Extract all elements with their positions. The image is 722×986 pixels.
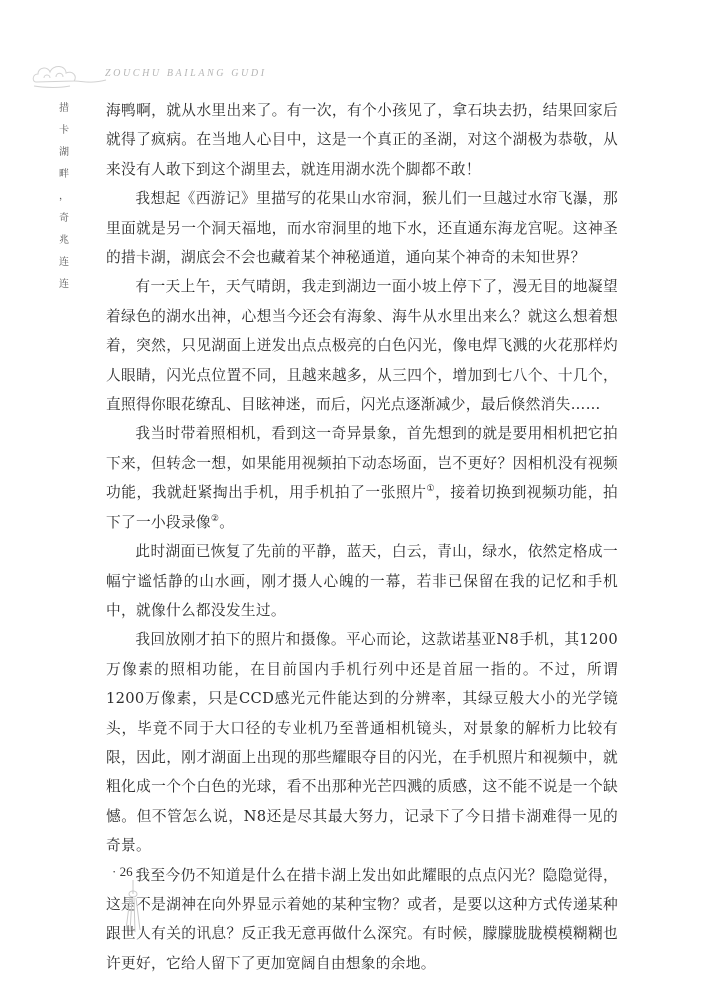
paragraph-text: 我当时带着照相机，看到这一奇异景象，首先想到的就是要用相机把它拍下来，但转念一想，如果能用视频拍下动态场面，岂不更好？因相机没有视频功能，我就赶紧掏出手机，用手机拍了一张照片 [106, 425, 618, 502]
footnote-marker[interactable]: ② [210, 513, 220, 524]
series-title: ZOUCHU BAILANG GUDI [105, 68, 267, 79]
paragraph-text: 此时湖面已恢复了先前的平静，蓝天，白云，青山，绿水，依然定格成一幅宁谧恬静的山水画，刚才摄人心魄的一幕，若非已保留在我的记忆和手机中，就像什么都没发生过。 [106, 543, 618, 619]
body-paragraph [106, 272, 618, 419]
body-paragraph [106, 861, 618, 979]
body-paragraph [106, 625, 618, 860]
body-paragraph [106, 184, 618, 272]
cloud-ornament-icon [30, 58, 110, 94]
chapter-title-char: 奇 [59, 213, 69, 224]
chapter-title-char: 连 [59, 257, 69, 268]
body-paragraph [106, 537, 618, 625]
chapter-title-char: 兆 [59, 235, 69, 246]
body-paragraph [106, 419, 618, 537]
page-number: · 26 · [112, 864, 141, 879]
paragraph-text: 我至今仍不知道是什么在措卡湖上发出如此耀眼的点点闪光？隐隐觉得，这是不是湖神在向外界显示着她的某种宝物？或者，是要以这种方式传递某种跟世人有关的讯息？反正我无意再做什么深究。有时候，朦朦胧胧模模糊糊也许更好，它给人留下了更加宽阔自由想象的余地。 [106, 866, 618, 972]
paragraph-text: ，接着切换到视频功能，拍下了一小段录像 [106, 484, 618, 531]
body-paragraph [106, 96, 618, 184]
paragraph-text: 。 [219, 513, 235, 531]
paragraph-text: 我回放刚才拍下的照片和摄像。平心而论，这款诺基亚N8手机，其1200万像素的照相功能，在目前国内手机行列中还是首屈一指的。不过，所谓1200万像素，只是CCD感光元件能达到的分辨率，其绿豆般大小的光学镜头，毕竟不同于大口径的专业机乃至普通相机镜头，对景象的解析力比较有限，因此，刚才湖面上出现的那些耀眼夺目的闪光，在手机照片和视频中，就粗化成一个个白色的光球，看不出那种光芒四溅的质感，这不能不说是一个缺憾。但不管怎么说，N8还是尽其最大努力，记录下了今日措卡湖难得一见的奇景。 [106, 631, 618, 855]
page-body [106, 96, 618, 978]
chapter-title-char: 畔 [59, 169, 69, 180]
chapter-title-char: 连 [59, 279, 69, 290]
tassel-ornament-icon [118, 880, 148, 940]
paragraph-text: 有一天上午，天气晴朗，我走到湖边一面小坡上停下了，漫无目的地凝望着绿色的湖水出神，心想当今还会有海象、海牛从水里出来么？就这么想着想着，突然，只见湖面上迸发出点点极亮的白色闪光，像电焊飞溅的火花那样灼人眼睛，闪光点位置不同，且越来越多，从三四个，增加到七八个、十几个，直照得你眼花缭乱、目眩神迷，而后，闪光点逐渐减少，最后倏然消失…… [106, 278, 618, 414]
paragraph-text: 海鸭啊，就从水里出来了。有一次，有个小孩见了，拿石块去扔，结果回家后就得了疯病。在当地人心目中，这是一个真正的圣湖，对这个湖极为恭敬，从来没有人敢下到这个湖里去，就连用湖水洗个脚都不敢！ [106, 102, 618, 178]
chapter-title-char: 措 [59, 103, 69, 114]
chapter-title-char: 湖 [59, 147, 69, 158]
chapter-title-char: 卡 [59, 125, 69, 136]
paragraph-text: 我想起《西游记》里描写的花果山水帘洞，猴儿们一旦越过水帘飞瀑，那里面就是另一个洞天福地，而水帘洞里的地下水，还直通东海龙宫呢。这神圣的措卡湖，湖底会不会也藏着某个神秘通道，通向某个神奇的未知世界？ [106, 190, 618, 267]
chapter-title [54, 98, 74, 296]
chapter-title-char: ， [59, 191, 69, 202]
footnote-marker[interactable]: ① [426, 484, 436, 495]
